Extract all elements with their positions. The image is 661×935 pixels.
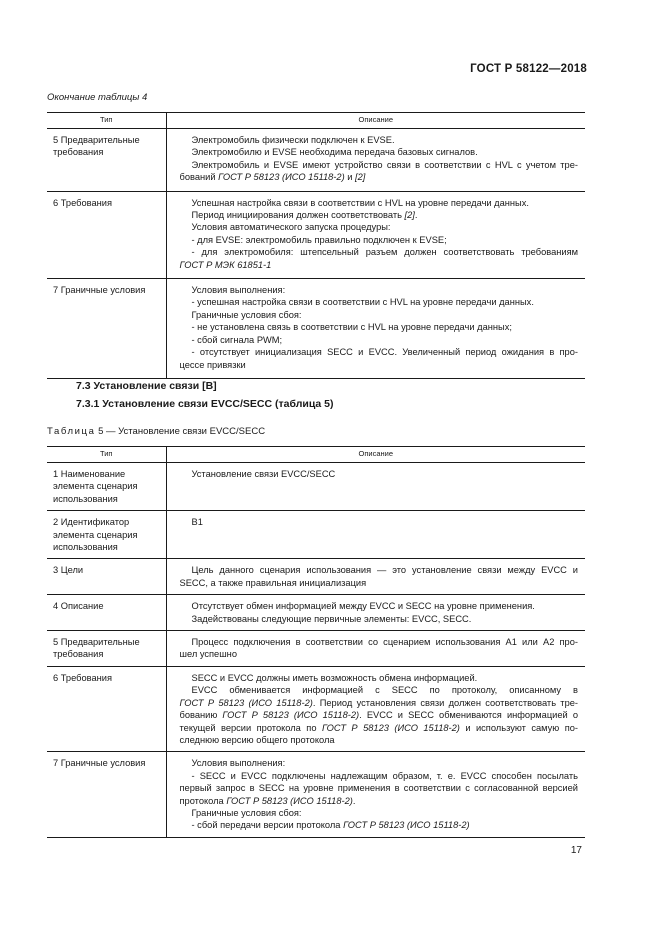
table-row (47, 631, 585, 667)
row-description-cell (166, 129, 585, 192)
row-type-cell: 2 Идентификатор элемента сценария использования (47, 511, 166, 559)
description-line: - не установлена связь в соответствии с HVL на уровне передачи данных; (191, 322, 512, 333)
description-line: Граничные условия сбоя: (191, 309, 302, 320)
description-line: цессе привязки (179, 359, 246, 370)
row-type-cell: 5 Предварительные требования (47, 129, 166, 192)
description-line: бованию ГОСТ Р 58123 (ИСО 15118-2). EVCC и SECC обмениваются информацией о (179, 710, 578, 721)
description-line: следнюю версию общего протокола (179, 734, 335, 745)
table-row (47, 191, 585, 278)
description-line: первый запрос в SECC на уровне применения в соответствии с согласованной версией (179, 783, 578, 794)
description-line: - отсутствует инициализация SECC и EVCC. Увеличенный период ожидания в про- (191, 347, 578, 358)
row-type-cell: 4 Описание (47, 595, 166, 631)
description-line: - сбой сигнала PWM; (191, 334, 283, 345)
description-line: Условия выполнения: (191, 285, 286, 296)
row-description-cell (166, 752, 585, 837)
row-description-cell (166, 666, 585, 751)
normative-reference: ГОСТ Р МЭК 61851-1 (179, 259, 272, 270)
column-header-description: Описание (166, 113, 585, 129)
table-row (47, 595, 585, 631)
table-header-row (47, 113, 585, 129)
row-description-cell (166, 511, 585, 559)
row-description-cell (166, 191, 585, 278)
table4-caption: Окончание таблицы 4 (47, 92, 148, 103)
section-heading-7-3: 7.3 Установление связи [B] (76, 380, 217, 392)
row-type-cell: 6 Требования (47, 666, 166, 751)
description-line: Задействованы следующие первичные элементы: EVCC, SECC. (191, 613, 472, 624)
normative-reference: ГОСТ Р 58123 (ИСО 15118-2) (321, 722, 460, 733)
column-header-type: Тип (47, 113, 166, 129)
description-line: ГОСТ Р 58123 (ИСО 15118-2). Период установления связи должен соответствовать тре- (179, 697, 579, 708)
description-line: Процесс подключения в соответствии со сценарием использования А1 или А2 про- (191, 637, 578, 648)
description-line: B1 (191, 517, 203, 528)
description-line (180, 259, 579, 271)
page-number: 17 (570, 845, 582, 856)
row-type-cell: 6 Требования (47, 191, 166, 278)
description-line: - для EVSE: электромобиль правильно подключен к EVSE; (191, 234, 447, 245)
table-row (47, 666, 585, 751)
row-description-cell (166, 559, 585, 595)
description-line: протокола ГОСТ Р 58123 (ИСО 15118-2). (179, 795, 356, 806)
row-type-cell: 7 Граничные условия (47, 279, 166, 379)
normative-reference: ГОСТ Р 58123 (ИСО 15118-2) (179, 697, 313, 708)
description-line: Граничные условия сбоя: (191, 807, 302, 818)
description-line: - для электромобиля: штепсельный разъем должен соответствовать требованиям (191, 247, 578, 258)
description-line: Успешная настройка связи в соответствии с HVL на уровне передачи данных. (191, 197, 529, 208)
row-type-cell: 7 Граничные условия (47, 752, 166, 837)
description-line: Установление связи EVCC/SECC (191, 469, 336, 479)
table5-caption-title: 5 — Установление связи EVCC/SECC (98, 426, 266, 437)
section-heading-7-3-1: 7.3.1 Установление связи EVCC/SECC (таблица 5) (76, 398, 334, 410)
normative-reference: ГОСТ Р 58123 (ИСО 15118-2) (222, 710, 360, 721)
normative-reference: ГОСТ Р 58123 (ИСО 15118-2) (218, 172, 345, 183)
column-header-description: Описание (166, 447, 585, 463)
description-line: шел успешно (179, 649, 237, 660)
description-line: Электромобилю и EVSE необходима передача базовых сигналов. (191, 147, 478, 158)
table5-caption-word: Таблица (47, 426, 96, 437)
description-line: Электромобиль физически подключен к EVSE. (191, 135, 395, 145)
table-header-row (47, 447, 585, 463)
table5-caption (47, 426, 265, 437)
description-line: Условия автоматического запуска процедуры: (191, 222, 391, 233)
normative-reference: ГОСТ Р 58123 (ИСО 15118-2) (226, 795, 353, 806)
row-type-cell: 3 Цели (47, 559, 166, 595)
description-line: SECC и EVCC должны иметь возможность обмена информацией. (191, 672, 478, 683)
description-line: - сбой передачи версии протокола ГОСТ Р 58123 (ИСО 15118-2) (191, 820, 470, 831)
description-line: Условия выполнения: (191, 758, 286, 769)
table-row (47, 129, 585, 192)
description-line: EVCC обменивается информацией с SECC по протоколу, описанному в (191, 685, 578, 696)
description-line: Отсутствует обмен информацией между EVCC и SECC на уровне применения. (191, 601, 535, 612)
description-line: текущей версии протокола по ГОСТ Р 58123 (ИСО 15118-2) и используют самую по- (179, 722, 579, 733)
row-type-cell: 1 Наименование элемента сценария использования (47, 463, 166, 511)
row-description-cell (166, 595, 585, 631)
table-row (47, 463, 585, 511)
row-description-cell (166, 631, 585, 667)
normative-reference: [2] (404, 210, 415, 221)
normative-reference: [2] (355, 172, 366, 183)
description-line: Электромобиль и EVSE имеют устройство связи в соответствии с HVL с учетом тре- (191, 159, 578, 170)
table-row (47, 559, 585, 595)
description-line: бований ГОСТ Р 58123 (ИСО 15118-2) и [2] (179, 172, 366, 183)
table-row (47, 752, 585, 837)
table-row (47, 511, 585, 559)
table-row (47, 279, 585, 379)
standard-designation: ГОСТ Р 58122—2018 (470, 63, 587, 75)
description-line: Цель данного сценария использования — это установление связи между EVCC и (191, 565, 578, 576)
table-5 (47, 446, 585, 838)
table-4 (47, 112, 585, 379)
description-line: Период инициирования должен соответствовать [2]. (191, 210, 418, 221)
description-line: - успешная настройка связи в соответствии с HVL на уровне передачи данных. (191, 297, 534, 308)
normative-reference: ГОСТ Р 58123 (ИСО 15118-2) (343, 820, 470, 831)
row-type-cell: 5 Предварительные требования (47, 631, 166, 667)
description-line: SECC, а также правильная инициализация (179, 577, 367, 588)
row-description-cell (166, 463, 585, 511)
column-header-type: Тип (47, 447, 166, 463)
row-description-cell (166, 279, 585, 379)
description-line: - SECC и EVCC подключены надлежащим образом, т. е. EVCC способен посылать (191, 770, 578, 781)
